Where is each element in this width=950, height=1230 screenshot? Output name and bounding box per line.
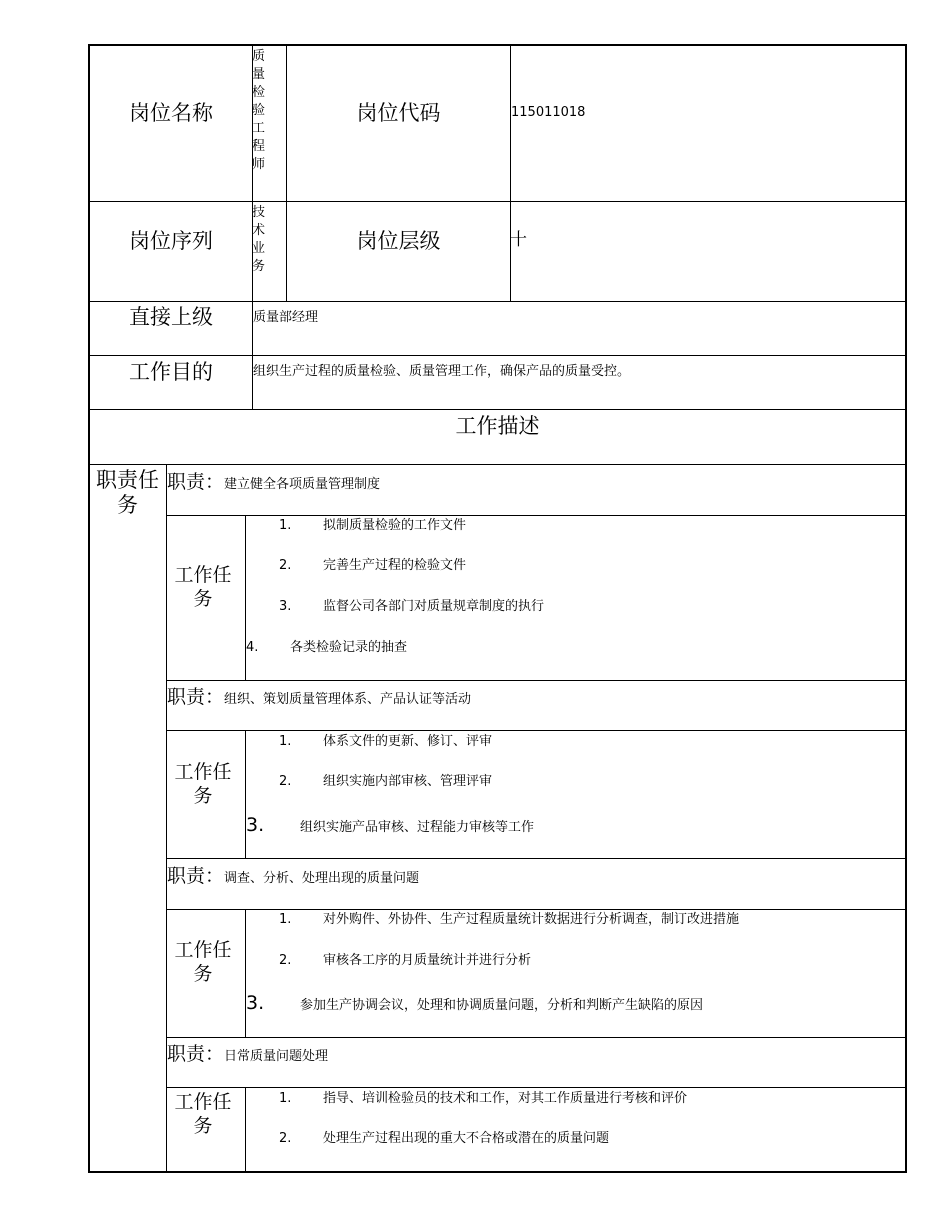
duty-title: 建立健全各项质量管理制度 <box>224 477 381 492</box>
task-number: 1. <box>279 1091 292 1106</box>
task-item <box>279 774 492 790</box>
task-text: 审核各工序的月质量统计并进行分析 <box>323 953 532 968</box>
task-item <box>246 640 407 656</box>
task-text: 监督公司各部门对质量规章制度的执行 <box>323 599 545 614</box>
post-sequence-label: 岗位序列 <box>129 229 213 253</box>
task-item <box>279 912 739 928</box>
task-number: 1. <box>279 518 292 533</box>
duty-row <box>167 470 380 494</box>
task-item <box>246 813 534 837</box>
duty-title: 调查、分析、处理出现的质量问题 <box>224 871 420 886</box>
post-name-value: 质量检验工程师 <box>252 49 266 172</box>
post-level-value: 十 <box>510 230 527 250</box>
task-item <box>279 734 492 750</box>
task-item <box>279 558 466 574</box>
task-number: 2. <box>279 953 292 968</box>
task-text: 组织实施内部审核、管理评审 <box>323 774 493 789</box>
duty-row <box>167 1042 328 1066</box>
task-number: 2. <box>279 558 292 573</box>
task-number: 1. <box>279 734 292 749</box>
task-label: 工作任务 <box>174 564 232 610</box>
task-text: 对外购件、外协件、生产过程质量统计数据进行分析调查，制订改进措施 <box>323 912 740 927</box>
task-text: 组织实施产品审核、过程能力审核等工作 <box>300 820 535 835</box>
task-label: 工作任务 <box>174 1091 232 1137</box>
post-level-label: 岗位层级 <box>356 229 441 253</box>
task-number: 1. <box>279 912 292 927</box>
task-item <box>279 1131 609 1147</box>
post-sequence-value: 技术业务 <box>252 205 266 274</box>
task-number: 2. <box>279 1131 292 1146</box>
task-item <box>246 991 703 1015</box>
task-number: 3. <box>246 992 265 1014</box>
task-item <box>279 599 544 615</box>
task-text: 参加生产协调会议，处理和协调质量问题，分析和判断产生缺陷的原因 <box>300 998 704 1013</box>
post-code-value: 115011018 <box>511 105 586 120</box>
purpose-label: 工作目的 <box>129 360 213 384</box>
task-item <box>279 953 531 969</box>
duty-title: 日常质量问题处理 <box>224 1049 329 1064</box>
duty-row <box>167 864 419 888</box>
superior-value: 质量部经理 <box>253 310 319 325</box>
duty-prefix: 职责： <box>167 1043 225 1065</box>
task-item <box>279 518 466 534</box>
task-text: 指导、培训检验员的技术和工作，对其工作质量进行考核和评价 <box>323 1091 688 1106</box>
duty-prefix: 职责： <box>167 686 225 708</box>
task-text: 体系文件的更新、修订、评审 <box>323 734 493 749</box>
task-number: 4. <box>246 640 259 655</box>
task-number: 2. <box>279 774 292 789</box>
post-code-label: 岗位代码 <box>356 101 441 125</box>
task-number: 3. <box>246 814 265 836</box>
task-text: 各类检验记录的抽查 <box>290 640 408 655</box>
task-item <box>279 1091 687 1107</box>
task-number: 3. <box>279 599 292 614</box>
task-label: 工作任务 <box>174 761 232 807</box>
task-label: 工作任务 <box>174 939 232 985</box>
duty-prefix: 职责： <box>167 471 225 493</box>
superior-label: 直接上级 <box>129 305 213 329</box>
description-title: 工作描述 <box>455 414 540 438</box>
post-name-label: 岗位名称 <box>129 101 213 125</box>
duties-label: 职责任务 <box>96 468 159 517</box>
task-text: 处理生产过程出现的重大不合格或潜在的质量问题 <box>323 1131 610 1146</box>
purpose-value: 组织生产过程的质量检验、质量管理工作，确保产品的质量受控。 <box>253 364 631 379</box>
duty-row <box>167 685 471 709</box>
task-text: 完善生产过程的检验文件 <box>323 558 467 573</box>
duty-title: 组织、策划质量管理体系、产品认证等活动 <box>224 692 472 707</box>
duty-prefix: 职责： <box>167 865 225 887</box>
task-text: 拟制质量检验的工作文件 <box>323 518 467 533</box>
